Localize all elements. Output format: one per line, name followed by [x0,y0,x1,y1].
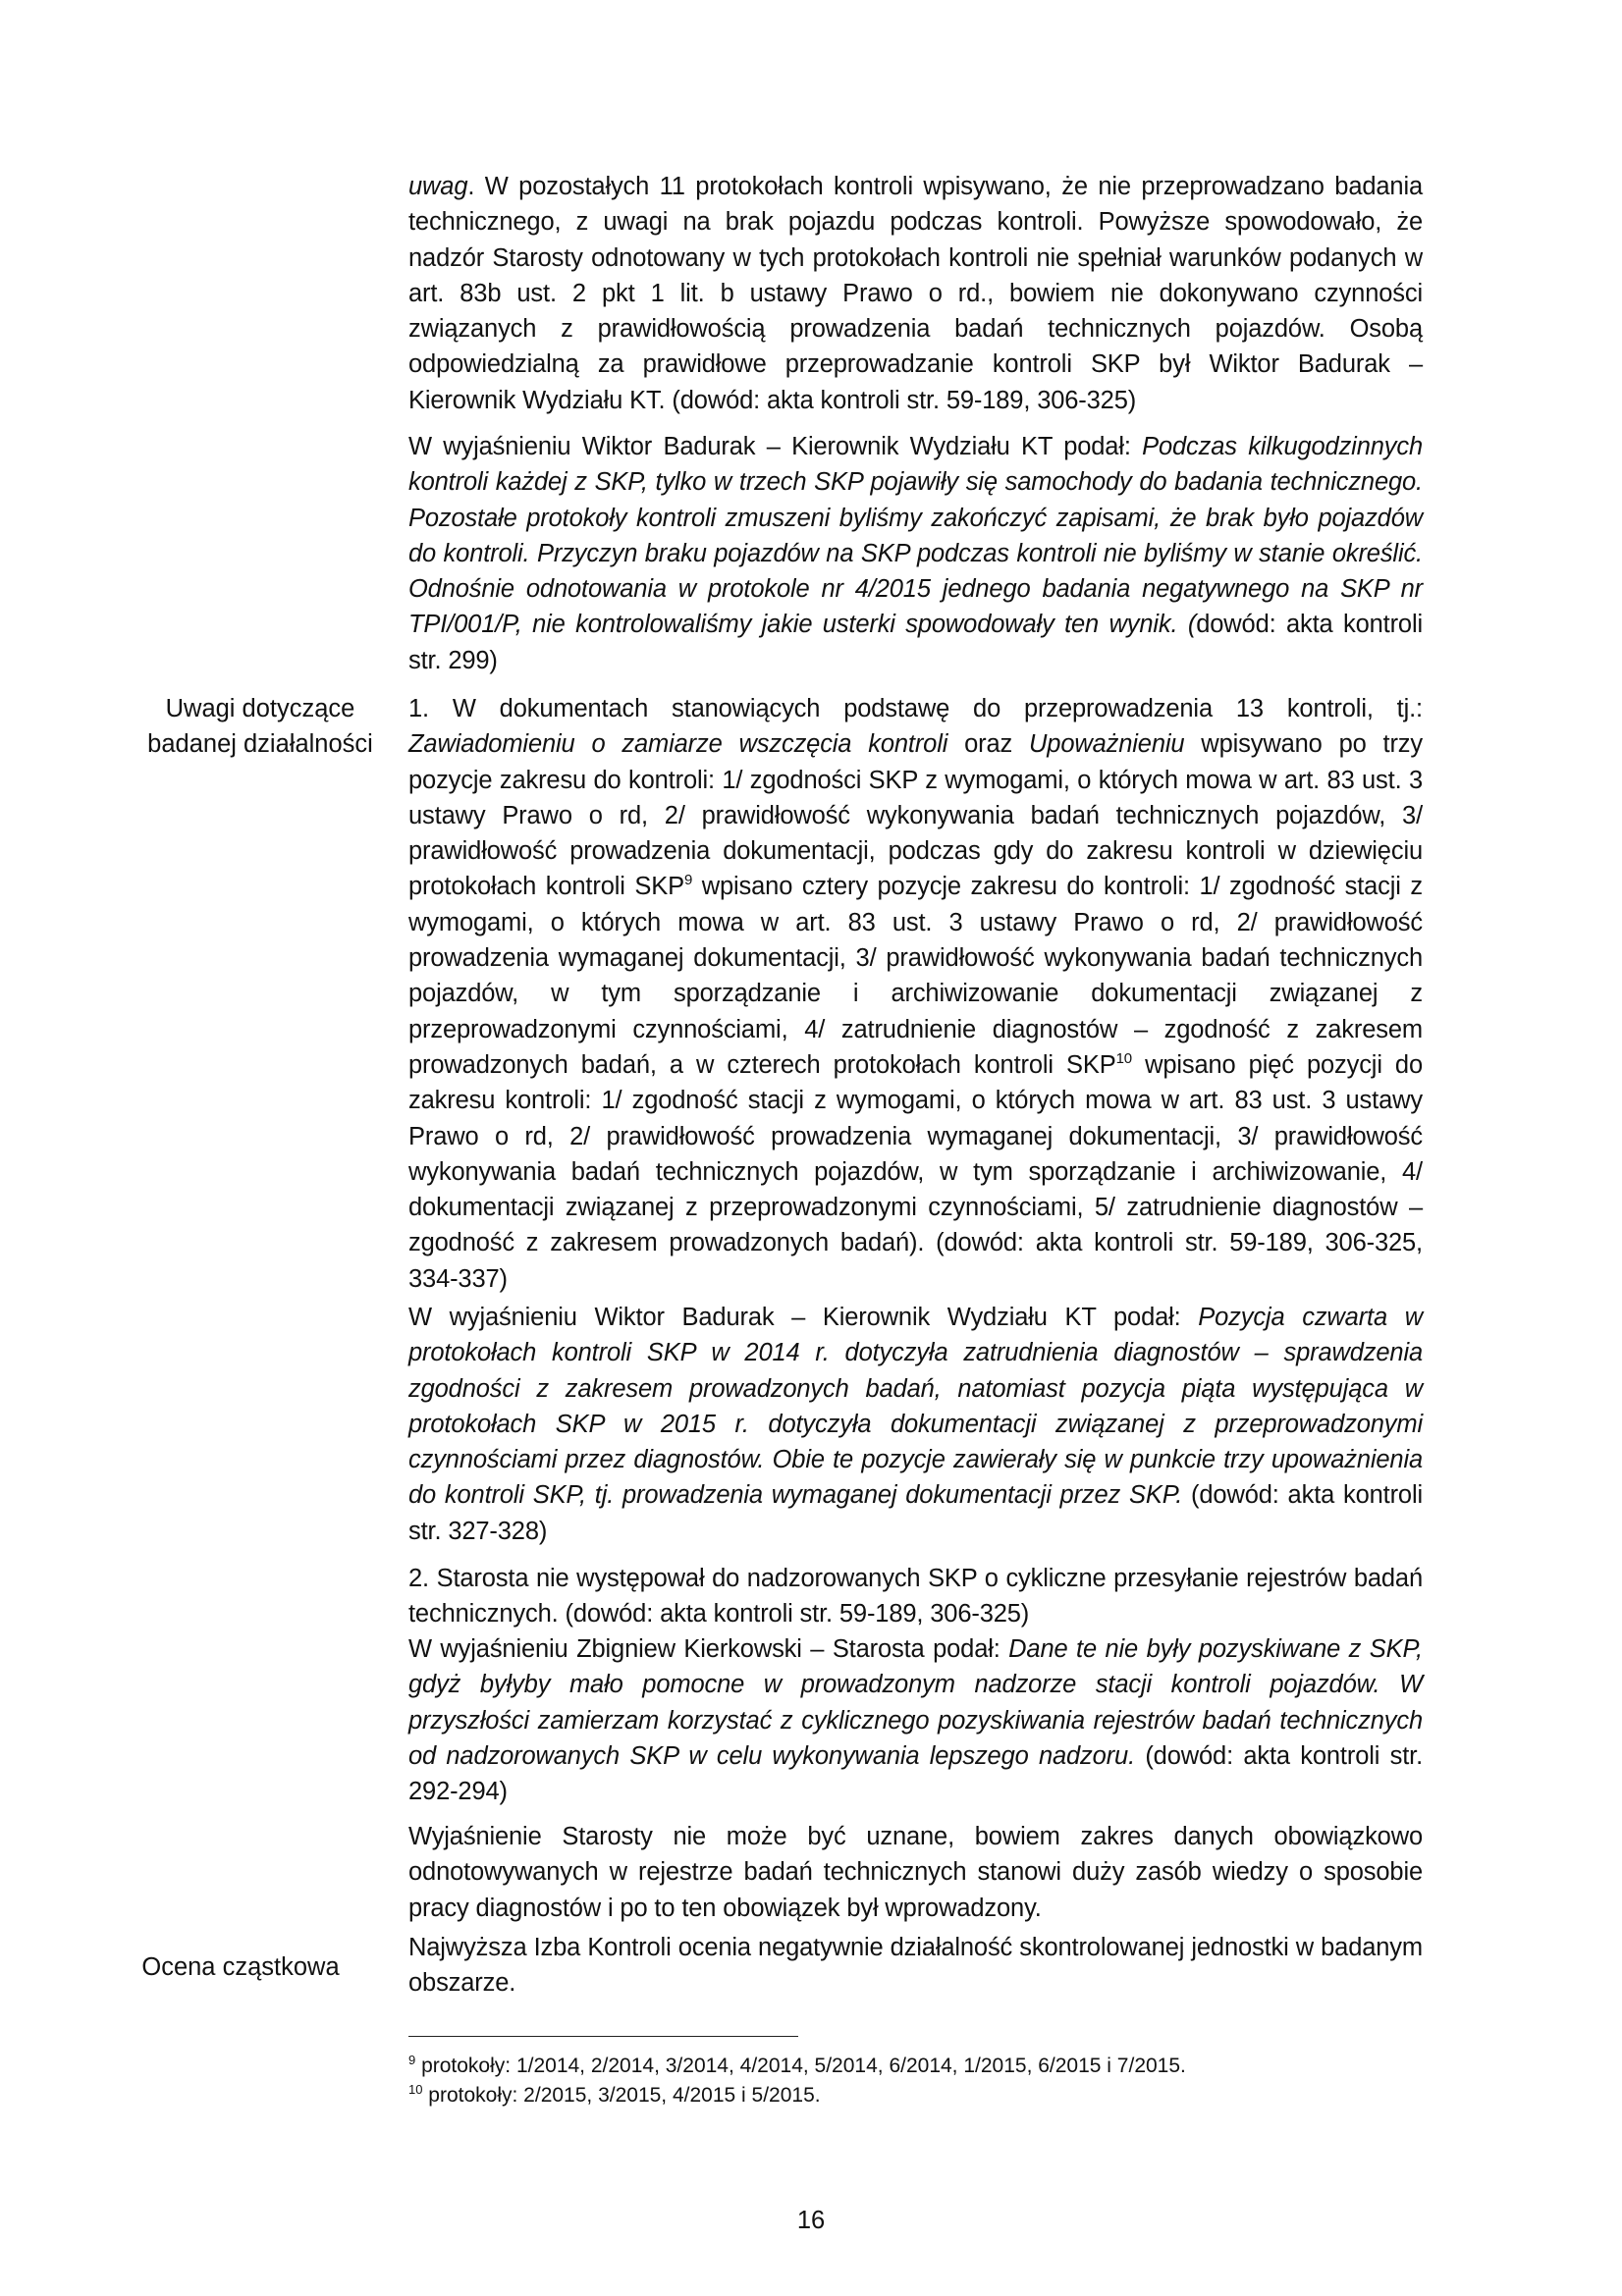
italic-text: uwag [408,173,468,200]
italic-text: Upoważnieniu [1029,730,1185,759]
text: W wyjaśnieniu Wiktor Badurak – Kierownik Wydziału KT podał: [408,433,1143,460]
footnote-number: 10 [408,2082,423,2097]
text: . W pozostałych 11 protokołach kontroli wpisywano, że nie przeprowadzano badania technicznego, z uwagi na brak pojazdu podczas kontroli. Powyższe spowodowało, że nadzór Starosty odnotowany w tych protokołach kontroli nie spełniał warunków podanych w art. 83b ust. 2 pkt 1 lit. b ustawy Prawo o rd., bowiem nie dokonywano czynności związanych z prawidłowością prowadzenia badań technicznych pojazdów. Osobą odpowiedzialną za prawidłowe przeprowadzanie kontroli SKP był Wiktor Badurak – Kierownik Wydziału KT. (dowód: akta kontroli str. 59-189, 306-325) [408,173,1423,414]
paragraph-8 [408,1930,1423,2002]
side-label-ocena: Ocena cząstkowa [141,1953,340,1981]
text: (dowód: akta kontroli str. 292-294) [408,1741,1423,1806]
footnote-10 [408,2081,1423,2110]
footnote-9 [408,2052,1423,2081]
text: W wyjaśnieniu Zbigniew Kierkowski – Starosta podał: [408,1635,1009,1663]
text: oraz [947,730,1030,759]
paragraph-4 [408,1300,1423,1549]
text: dowód: akta kontroli str. 299) [408,611,1423,674]
italic-text: Zawiadomieniu o zamiarze wszczęcia kontroli [408,730,948,759]
text: W wyjaśnieniu Wiktor Badurak – Kierownik Wydziału KT podał: [408,1304,1199,1331]
italic-quote: Pozycja czwarta w protokołach kontroli SKP w 2014 r. dotyczyła zatrudnienia diagnostów – sprawdzenia zgodności z zakresem prowadzonych badań, natomiast pozycja piąta występująca w protokołach SKP w 2015 r. dotyczyła dokumentacji związanej z przeprowadzonymi czynnościami przez diagnostów. Obie te pozycje zawierały się w punkcie trzy upoważnienia do kontroli SKP, tj. prowadzenia wymaganej dokumentacji przez SKP. [408,1304,1423,1510]
side-label-uwagi: Uwagi dotyczące badanej działalności [147,695,373,759]
footnotes [408,2052,1423,2110]
text: wpisano pięć pozycji do zakresu kontroli: 1/ zgodność stacji z wymogami, o których mowa w art. 83 ust. 3 ustawy Prawo o rd, 2/ prawidłowość prowadzenia wymaganej dokumentacji, 3/ prawidłowość wykonywania badań technicznych pojazdów, w tym sporządzanie i archiwizowanie, 4/ dokumentacji związanej z przeprowadzonymi czynnościami, 5/ zatrudnienie diagnostów – zgodność z zakresem prowadzonych badań). (dowód: akta kontroli str. 59-189, 306-325, 334-337) [408,1050,1423,1293]
page-number: 16 [796,2207,826,2234]
footnote-text: protokoły: 2/2015, 3/2015, 4/2015 i 5/2015. [422,2084,821,2107]
paragraph-2 [408,429,1423,678]
text: (dowód: akta kontroli str. 327-328) [408,1481,1423,1545]
text: 1. W dokumentach stanowiących podstawę do przeprowadzenia 13 kontroli, tj.: [408,695,1423,722]
text: Wyjaśnienie Starosty nie może być uznane, bowiem zakres danych obowiązkowo odnotowywanych w rejestrze badań technicznych stanowi duży zasób wiedzy o sposobie pracy diagnostów i po to ten obowiązek był wprowadzony. [408,1823,1423,1922]
footnote-text: protokoły: 1/2014, 2/2014, 3/2014, 4/2014, 5/2014, 6/2014, 1/2015, 6/2015 i 7/2015. [415,2055,1186,2077]
text: wpisano cztery pozycje zakresu do kontroli: 1/ zgodność stacji z wymogami, o których mowa w art. 83 ust. 3 ustawy Prawo o rd, 2/ prawidłowość prowadzenia wymaganej dokumentacji, 3/ prawidłowość wykonywania badań technicznych pojazdów, w tym sporządzanie i archiwizowanie dokumentacji związanej z przeprowadzonymi czynnościami, 4/ zatrudnienie diagnostów – zgodność z zakresem prowadzonych badań, a w czterech protokołach kontroli SKP [408,873,1423,1079]
text: Najwyższa Izba Kontroli ocenia negatywnie działalność skontrolowanej jednostki w badanym obszarze. [408,1934,1423,1998]
footnote-divider [408,2036,798,2037]
footnote-number: 9 [408,2053,416,2067]
paragraph-7 [408,1819,1423,1926]
paragraph-5 [408,1561,1423,1632]
footnote-ref-10: 10 [1115,1049,1132,1067]
text: wpisywano po trzy pozycje zakresu do kontroli: 1/ zgodności SKP z wymogami, o których mowa w art. 83 ust. 3 ustawy Prawo o rd, 2/ prawidłowość wykonywania badań technicznych pojazdów, 3/ prawidłowość prowadzenia dokumentacji, podczas gdy do zakresu kontroli w dziewięciu protokołach kontroli SKP [408,730,1424,901]
paragraph-3 [408,691,1423,1297]
italic-quote: Podczas kilkugodzinnych kontroli każdej z SKP, tylko w trzech SKP pojawiły się samochody do badania technicznego. Pozostałe protokoły kontroli zmuszeni byliśmy zakończyć zapisami, że brak było pojazdów do kontroli. Przyczyn braku pojazdów na SKP podczas kontroli nie byliśmy w stanie określić. Odnośnie odnotowania w protokole nr 4/2015 jednego badania negatywnego na SKP nr TPI/001/P, nie kontrolowaliśmy jakie usterki spowodowały ten wynik. ( [408,433,1423,639]
paragraph-1 [408,169,1423,418]
italic-quote: Dane te nie były pozyskiwane z SKP, gdyż byłyby mało pomocne w prowadzonym nadzorze stacji kontroli pojazdów. W przyszłości zamierzam korzystać z cyklicznego pozyskiwania rejestrów badań technicznych od nadzorowanych SKP w celu wykonywania lepszego nadzoru. [408,1635,1423,1770]
paragraph-6 [408,1631,1423,1809]
text: 2. Starosta nie występował do nadzorowanych SKP o cykliczne przesyłanie rejestrów badań technicznych. (dowód: akta kontroli str. 59-189, 306-325) [408,1565,1423,1629]
footnote-ref-9: 9 [683,872,693,889]
